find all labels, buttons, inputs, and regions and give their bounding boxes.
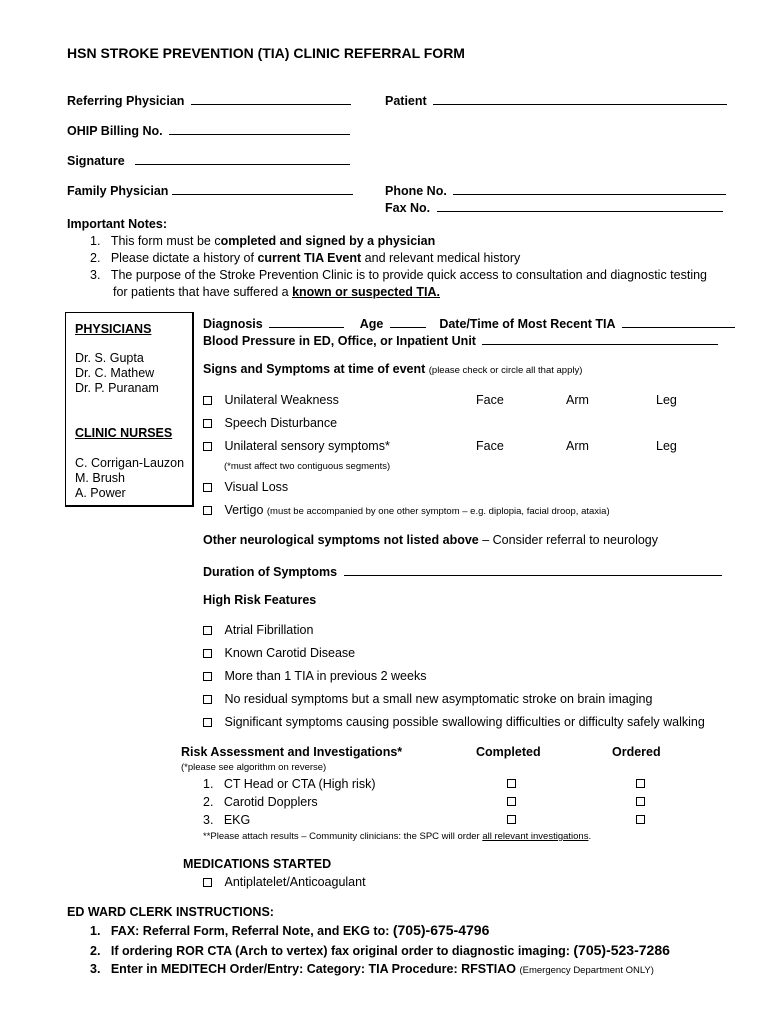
- diagnosis-line[interactable]: [269, 315, 344, 328]
- patient-line[interactable]: [433, 92, 727, 105]
- risk-heading: Risk Assessment and Investigations*: [181, 745, 403, 759]
- visual-checkbox[interactable]: [203, 483, 212, 492]
- ohip-field[interactable]: [67, 122, 350, 138]
- high-risk-label: More than 1 TIA in previous 2 weeks: [224, 669, 427, 683]
- weakness-face[interactable]: Face: [476, 393, 504, 407]
- age-label: Age: [359, 317, 384, 331]
- vertigo-checkbox[interactable]: [203, 506, 212, 515]
- sensory-leg[interactable]: Leg: [656, 439, 677, 453]
- note-3-cont: for patients that have suffered a known or suspected TIA.: [113, 285, 440, 299]
- note-1: 1. This form must be completed and signed by a physician: [90, 234, 436, 248]
- clerk-instruction-2: 2. If ordering ROR CTA (Arch to vertex) fax original order to diagnostic imaging: (705)-523-7286: [90, 942, 670, 958]
- high-risk-checkbox[interactable]: [203, 695, 212, 704]
- investigation-label: Carotid Dopplers: [223, 795, 318, 809]
- diagnosis-label: Diagnosis: [203, 317, 263, 331]
- form-title: HSN STROKE PREVENTION (TIA) CLINIC REFERRAL FORM: [67, 45, 465, 61]
- duration-label: Duration of Symptoms: [203, 565, 338, 579]
- ordered-checkbox[interactable]: [636, 815, 645, 824]
- other-neuro-bold: Other neurological symptoms not listed above: [203, 533, 479, 547]
- nurse-2: M. Brush: [75, 471, 126, 485]
- investigation-item: 1. CT Head or CTA (High risk): [203, 777, 376, 791]
- bp-line[interactable]: [482, 332, 718, 345]
- signs-heading: Signs and Symptoms at time of event: [203, 362, 426, 376]
- vertigo-note: (must be accompanied by one other symptom – e.g. diplopia, facial droop, ataxia): [266, 506, 610, 517]
- sensory-row[interactable]: [203, 439, 390, 453]
- signature-line[interactable]: [135, 152, 350, 165]
- sensory-face[interactable]: Face: [476, 439, 504, 453]
- phone-label: Phone No.: [385, 184, 447, 198]
- referring-physician-label: Referring Physician: [67, 94, 185, 108]
- high-risk-item[interactable]: [203, 715, 705, 729]
- age-line[interactable]: [390, 315, 426, 328]
- weakness-leg[interactable]: Leg: [656, 393, 677, 407]
- bp-label: Blood Pressure in ED, Office, or Inpatient Unit: [203, 334, 476, 348]
- patient-field[interactable]: [385, 92, 727, 108]
- meds-checkbox[interactable]: [203, 878, 212, 887]
- nurse-3: A. Power: [75, 486, 126, 500]
- physicians-heading: PHYSICIANS: [75, 322, 152, 336]
- other-neuro-row: [203, 533, 658, 547]
- weakness-arm[interactable]: Arm: [566, 393, 589, 407]
- family-physician-field[interactable]: [67, 182, 353, 198]
- ordered-checkbox[interactable]: [636, 797, 645, 806]
- physician-1: Dr. S. Gupta: [75, 351, 144, 365]
- vertigo-row[interactable]: [203, 503, 610, 517]
- meds-label: Antiplatelet/Anticoagulant: [224, 875, 366, 889]
- referring-physician-field[interactable]: [67, 92, 351, 108]
- high-risk-label: Known Carotid Disease: [224, 646, 356, 660]
- completed-checkbox[interactable]: [507, 815, 516, 824]
- high-risk-checkbox[interactable]: [203, 626, 212, 635]
- signature-field[interactable]: [67, 152, 350, 168]
- fax-line[interactable]: [437, 199, 723, 212]
- high-risk-item[interactable]: [203, 623, 313, 637]
- physician-2: Dr. C. Mathew: [75, 366, 155, 380]
- investigation-label: CT Head or CTA (High risk): [223, 777, 376, 791]
- ordered-heading: Ordered: [612, 745, 661, 759]
- weakness-label: Unilateral Weakness: [224, 393, 339, 407]
- high-risk-checkbox[interactable]: [203, 718, 212, 727]
- high-risk-heading: High Risk Features: [203, 593, 317, 607]
- high-risk-item[interactable]: [203, 692, 652, 706]
- vertigo-label: Vertigo: [224, 503, 264, 517]
- duration-line[interactable]: [344, 563, 722, 576]
- speech-checkbox[interactable]: [203, 419, 212, 428]
- investigation-item: 2. Carotid Dopplers: [203, 795, 318, 809]
- bp-row[interactable]: [203, 332, 718, 348]
- diagnosis-row[interactable]: [203, 315, 735, 331]
- investigation-item: 3. EKG: [203, 813, 251, 827]
- notes-heading: Important Notes:: [67, 217, 167, 231]
- staff-box: [65, 312, 194, 507]
- ohip-label: OHIP Billing No.: [67, 124, 163, 138]
- high-risk-item[interactable]: [203, 669, 426, 683]
- signs-note: (please check or circle all that apply): [428, 365, 583, 376]
- nurses-heading: CLINIC NURSES: [75, 426, 173, 440]
- investigation-label: EKG: [223, 813, 251, 827]
- speech-row[interactable]: [203, 416, 337, 430]
- risk-note: (*please see algorithm on reverse): [181, 762, 327, 773]
- referring-physician-line[interactable]: [191, 92, 351, 105]
- weakness-row[interactable]: [203, 393, 339, 407]
- datetime-line[interactable]: [622, 315, 735, 328]
- family-physician-line[interactable]: [172, 182, 353, 195]
- patient-label: Patient: [385, 94, 427, 108]
- high-risk-item[interactable]: [203, 646, 355, 660]
- fax-label: Fax No.: [385, 201, 431, 215]
- speech-label: Speech Disturbance: [224, 416, 338, 430]
- family-physician-label: Family Physician: [67, 184, 169, 198]
- other-neuro-rest: – Consider referral to neurology: [478, 533, 659, 547]
- sensory-arm[interactable]: Arm: [566, 439, 589, 453]
- risk-footnote: **Please attach results – Community clinicians: the SPC will order all relevant investigations.: [203, 831, 592, 842]
- high-risk-label: Significant symptoms causing possible swallowing difficulties or difficulty safely walking: [224, 715, 705, 729]
- completed-checkbox[interactable]: [507, 797, 516, 806]
- ordered-checkbox[interactable]: [636, 779, 645, 788]
- sensory-label: Unilateral sensory symptoms*: [224, 439, 390, 453]
- visual-label: Visual Loss: [224, 480, 289, 494]
- phone-line[interactable]: [453, 182, 726, 195]
- high-risk-checkbox[interactable]: [203, 649, 212, 658]
- fax-field[interactable]: [385, 199, 723, 215]
- sensory-note: (*must affect two contiguous segments): [224, 461, 391, 472]
- visual-row[interactable]: [203, 480, 288, 494]
- nurse-1: C. Corrigan-Lauzon: [75, 456, 185, 470]
- completed-heading: Completed: [476, 745, 541, 759]
- clerk-heading: ED WARD CLERK INSTRUCTIONS:: [67, 905, 274, 919]
- high-risk-label: No residual symptoms but a small new asymptomatic stroke on brain imaging: [224, 692, 653, 706]
- signs-heading-row: [203, 362, 582, 376]
- weakness-checkbox[interactable]: [203, 396, 212, 405]
- ohip-line[interactable]: [169, 122, 350, 135]
- signature-label: Signature: [67, 154, 125, 168]
- high-risk-checkbox[interactable]: [203, 672, 212, 681]
- duration-row[interactable]: [203, 563, 722, 579]
- datetime-label: Date/Time of Most Recent TIA: [439, 317, 616, 331]
- clerk-instruction-3: 3. Enter in MEDITECH Order/Entry: Category: TIA Procedure: RFSTIAO (Emergency Department ONLY): [90, 962, 654, 976]
- note-3: 3. The purpose of the Stroke Prevention Clinic is to provide quick access to consultation and diagnostic testing: [90, 268, 708, 282]
- note-2: 2. Please dictate a history of current TIA Event and relevant medical history: [90, 251, 521, 265]
- clerk-instruction-1: 1. FAX: Referral Form, Referral Note, and EKG to: (705)-675-4796: [90, 922, 490, 938]
- meds-heading: MEDICATIONS STARTED: [183, 857, 332, 871]
- physician-3: Dr. P. Puranam: [75, 381, 159, 395]
- meds-row[interactable]: [203, 875, 366, 889]
- phone-field[interactable]: [385, 182, 726, 198]
- completed-checkbox[interactable]: [507, 779, 516, 788]
- sensory-checkbox[interactable]: [203, 442, 212, 451]
- high-risk-label: Atrial Fibrillation: [224, 623, 314, 637]
